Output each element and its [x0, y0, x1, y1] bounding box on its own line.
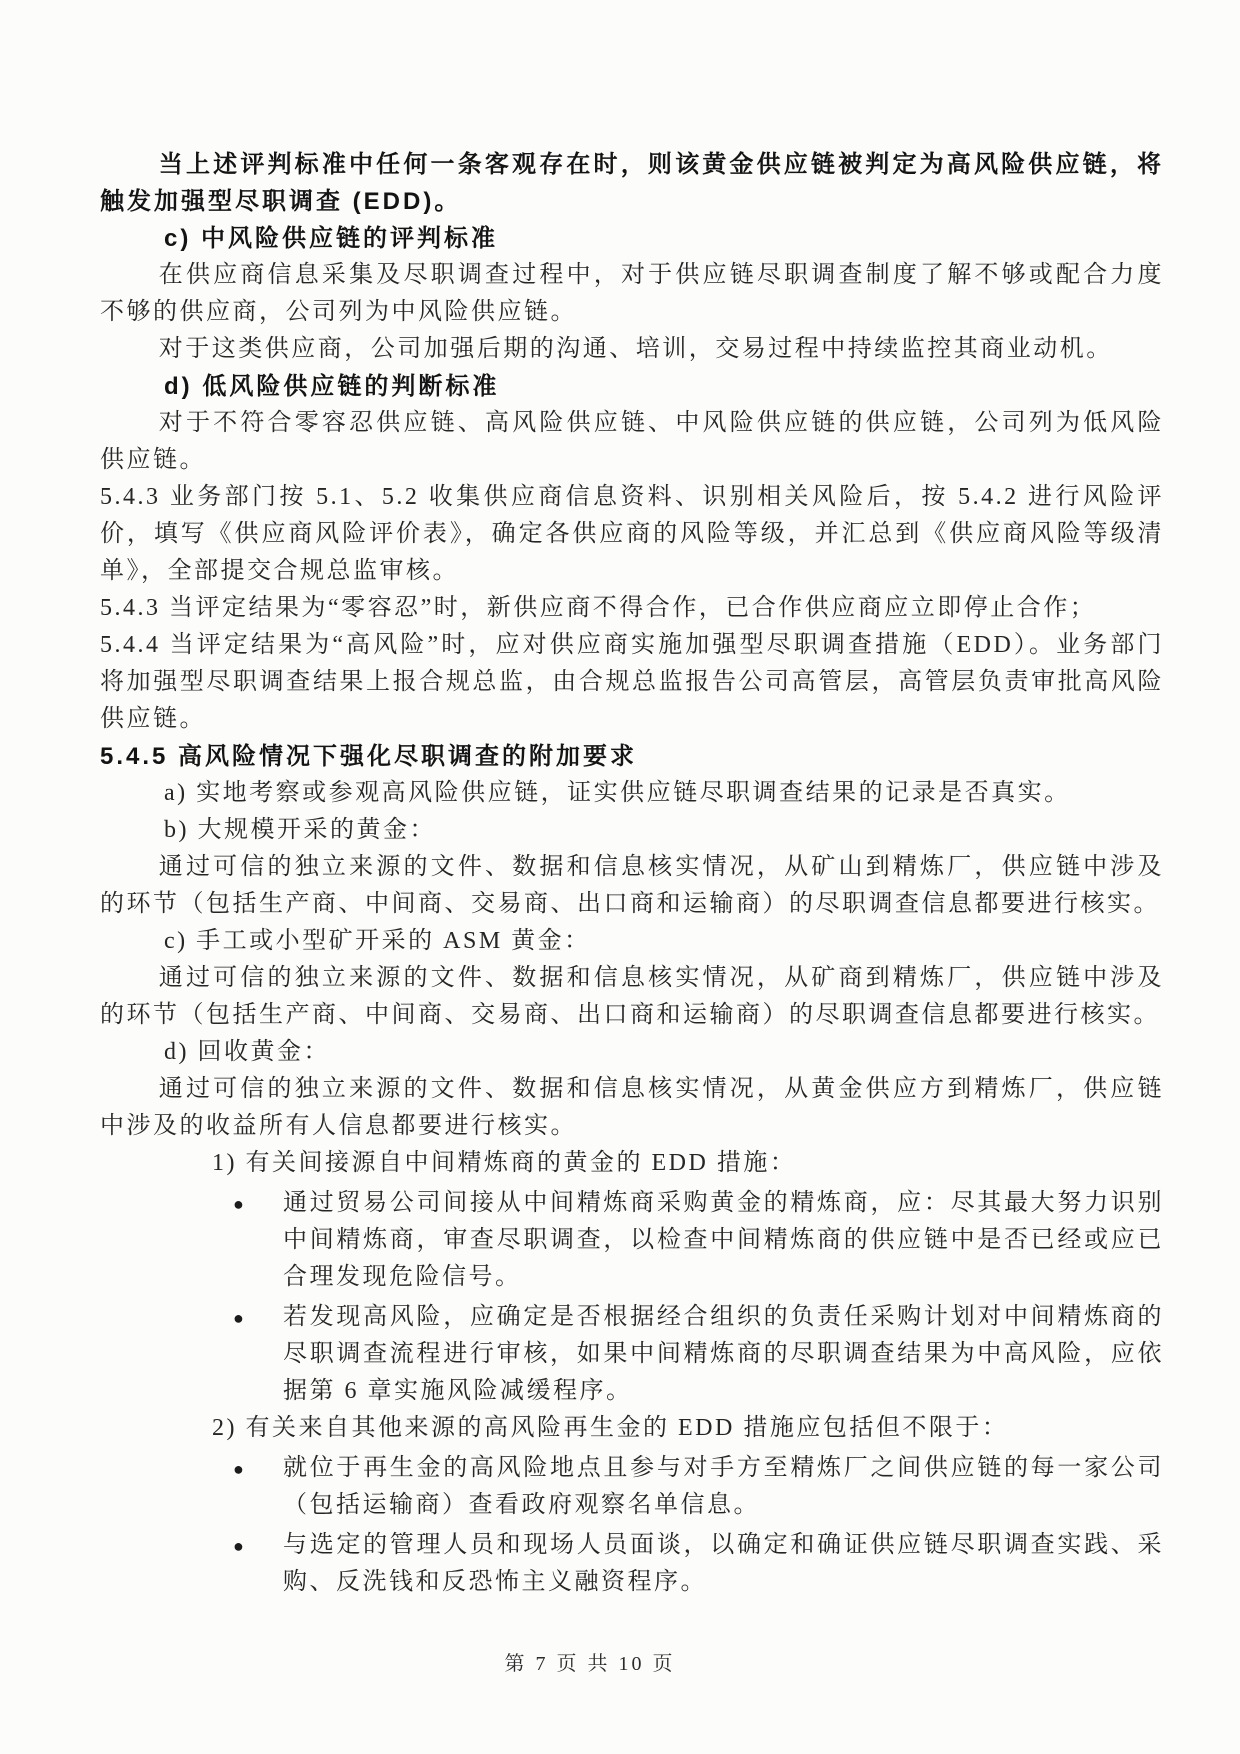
bullet-text: 就位于再生金的高风险地点且参与对手方至精炼厂之间供应链的每一家公司（包括运输商）查看政府观察名单信息。 [283, 1455, 1164, 1518]
intro-paragraph: 当上述评判标准中任何一条客观存在时，则该黄金供应链被判定为高风险供应链，将触发加强型尽职调查 (EDD)。 [100, 151, 1164, 215]
bullet-text: 若发现高风险，应确定是否根据经合组织的负责任采购计划对中间精炼商的尽职调查流程进行审核，如果中间精炼商的尽职调查结果为中高风险，应依据第 6 章实施风险减缓程序。 [283, 1304, 1164, 1404]
section-heading-d: d) 低风险供应链的判断标准 [164, 373, 500, 400]
bullet-item [233, 1450, 1164, 1524]
list-item-a: a) 实地考察或参观高风险供应链，证实供应链尽职调查结果的记录是否真实。 [164, 780, 1071, 806]
bullet-text: 通过贸易公司间接从中间精炼商采购黄金的精炼商，应：尽其最大努力识别中间精炼商，审查尽职调查，以检查中间精炼商的供应链中是否已经或应已合理发现危险信号。 [283, 1190, 1164, 1290]
bullet-icon: ● [233, 1459, 247, 1479]
sub-list-item-2: 2) 有关来自其他来源的高风险再生金的 EDD 措施应包括但不限于： [212, 1415, 1009, 1441]
bullet-icon: ● [233, 1308, 247, 1328]
bullet-icon: ● [233, 1536, 247, 1556]
section-heading-c: c) 中风险供应链的评判标准 [164, 225, 499, 252]
list-item-b: b) 大规模开采的黄金： [164, 817, 436, 843]
bullet-text: 与选定的管理人员和现场人员面谈，以确定和确证供应链尽职调查实践、采购、反洗钱和反恐怖主义融资程序。 [283, 1532, 1164, 1595]
clause-heading-5-4-5: 5.4.5 高风险情况下强化尽职调查的附加要求 [100, 743, 638, 770]
bullet-item [233, 1185, 1164, 1296]
bullet-icon: ● [233, 1194, 247, 1214]
clause-5-4-4: 5.4.4 当评定结果为“高风险”时，应对供应商实施加强型尽职调查措施（EDD）。业务部门将加强型尽职调查结果上报合规总监，由合规总监报告公司高管层，高管层负责审批高风险供应链。 [100, 632, 1164, 732]
bullet-item [233, 1299, 1164, 1410]
list-item-c: c) 手工或小型矿开采的 ASM 黄金： [164, 928, 591, 954]
document-paragraph: 对于不符合零容忍供应链、高风险供应链、中风险供应链的供应链，公司列为低风险供应链。 [100, 410, 1164, 473]
bullet-item [233, 1527, 1164, 1601]
sub-list-item-1: 1) 有关间接源自中间精炼商的黄金的 EDD 措施： [212, 1150, 797, 1176]
page-number: 第 7 页 共 10 页 [504, 1653, 676, 1675]
document-paragraph: 在供应商信息采集及尽职调查过程中，对于供应链尽职调查制度了解不够或配合力度不够的供应商，公司列为中风险供应链。 [100, 262, 1164, 325]
document-paragraph: 对于这类供应商，公司加强后期的沟通、培训，交易过程中持续监控其商业动机。 [158, 336, 1113, 362]
document-paragraph: 通过可信的独立来源的文件、数据和信息核实情况，从矿山到精炼厂，供应链中涉及的环节（包括生产商、中间商、交易商、出口商和运输商）的尽职调查信息都要进行核实。 [100, 854, 1164, 917]
list-item-d: d) 回收黄金： [164, 1039, 330, 1065]
document-paragraph: 通过可信的独立来源的文件、数据和信息核实情况，从矿商到精炼厂，供应链中涉及的环节（包括生产商、中间商、交易商、出口商和运输商）的尽职调查信息都要进行核实。 [100, 965, 1164, 1028]
clause-5-4-3a: 5.4.3 业务部门按 5.1、5.2 收集供应商信息资料、识别相关风险后，按 5.4.2 进行风险评价，填写《供应商风险评价表》，确定各供应商的风险等级，并汇总到《供应商风险等级清单》，全部提交合规总监审核。 [100, 484, 1164, 584]
document-paragraph: 通过可信的独立来源的文件、数据和信息核实情况，从黄金供应方到精炼厂，供应链中涉及的收益所有人信息都要进行核实。 [100, 1076, 1164, 1139]
clause-5-4-3b: 5.4.3 当评定结果为“零容忍”时，新供应商不得合作，已合作供应商应立即停止合作； [100, 595, 1097, 621]
